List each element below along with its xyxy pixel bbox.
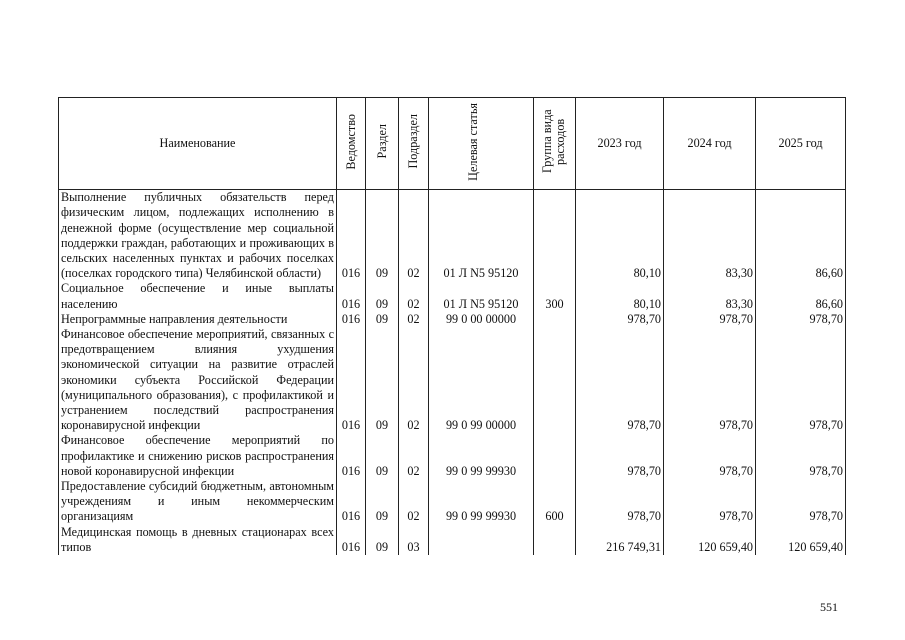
cell-subsection: 02 (399, 327, 429, 433)
cell-2024: 978,70 (664, 312, 756, 327)
cell-exp-group (534, 525, 576, 555)
cell-exp-group (534, 312, 576, 327)
header-subsection: Подраздел (399, 98, 429, 190)
cell-dept: 016 (337, 281, 366, 311)
cell-2025: 86,60 (756, 190, 846, 282)
cell-dept: 016 (337, 312, 366, 327)
cell-section: 09 (366, 281, 399, 311)
cell-target: 01 Л N5 95120 (429, 190, 534, 282)
cell-dept: 016 (337, 327, 366, 433)
cell-name: Социальное обеспечение и иные выплаты населению (59, 281, 337, 311)
table-row (59, 525, 846, 555)
header-2024: 2024 год (664, 98, 756, 190)
table-row (59, 327, 846, 433)
header-name: Наименование (59, 98, 337, 190)
cell-subsection: 02 (399, 433, 429, 479)
cell-name: Предоставление субсидий бюджетным, автономным учреждениям и иным некоммерческим организациям (59, 479, 337, 525)
cell-2023: 978,70 (576, 327, 664, 433)
cell-section: 09 (366, 327, 399, 433)
cell-exp-group: 600 (534, 479, 576, 525)
cell-name: Выполнение публичных обязательств перед физическим лицом, подлежащих исполнению в денежной форме (осуществление мер социальной поддержки граждан, работающих и проживающих в сельских населенных пунктах и рабочих поселках (поселках городского типа) Челябинской области) (59, 190, 337, 282)
cell-subsection: 02 (399, 281, 429, 311)
cell-2025: 978,70 (756, 312, 846, 327)
cell-subsection: 02 (399, 190, 429, 282)
cell-2023: 216 749,31 (576, 525, 664, 555)
page-number: 551 (820, 600, 838, 614)
header-row (59, 98, 846, 190)
cell-name: Медицинская помощь в дневных стационарах всех типов (59, 525, 337, 555)
cell-target: 99 0 99 99930 (429, 479, 534, 525)
cell-dept: 016 (337, 479, 366, 525)
cell-subsection: 03 (399, 525, 429, 555)
cell-2023: 978,70 (576, 312, 664, 327)
table-row (59, 190, 846, 282)
cell-2023: 80,10 (576, 281, 664, 311)
cell-2025: 978,70 (756, 327, 846, 433)
cell-target: 99 0 99 99930 (429, 433, 534, 479)
cell-section: 09 (366, 190, 399, 282)
cell-2023: 978,70 (576, 433, 664, 479)
table-row (59, 281, 846, 311)
cell-dept: 016 (337, 190, 366, 282)
cell-2024: 120 659,40 (664, 525, 756, 555)
cell-section: 09 (366, 525, 399, 555)
header-2023: 2023 год (576, 98, 664, 190)
cell-subsection: 02 (399, 312, 429, 327)
cell-2025: 120 659,40 (756, 525, 846, 555)
cell-2025: 978,70 (756, 433, 846, 479)
cell-2024: 978,70 (664, 433, 756, 479)
cell-dept: 016 (337, 525, 366, 555)
cell-name: Непрограммные направления деятельности (59, 312, 337, 327)
cell-exp-group (534, 433, 576, 479)
cell-exp-group (534, 190, 576, 282)
cell-target: 01 Л N5 95120 (429, 281, 534, 311)
cell-section: 09 (366, 312, 399, 327)
table-row (59, 479, 846, 525)
cell-2023: 978,70 (576, 479, 664, 525)
cell-dept: 016 (337, 433, 366, 479)
budget-table (58, 97, 846, 555)
cell-target (429, 525, 534, 555)
header-exp-group: Группа вида расходов (534, 98, 576, 190)
cell-target: 99 0 99 00000 (429, 327, 534, 433)
cell-subsection: 02 (399, 479, 429, 525)
cell-2024: 83,30 (664, 190, 756, 282)
table-row (59, 433, 846, 479)
header-target: Целевая статья (429, 98, 534, 190)
header-dept: Ведомство (337, 98, 366, 190)
cell-2023: 80,10 (576, 190, 664, 282)
cell-name: Финансовое обеспечение мероприятий по профилактике и снижению рисков распространения новой коронавирусной инфекции (59, 433, 337, 479)
cell-2025: 978,70 (756, 479, 846, 525)
cell-2024: 978,70 (664, 327, 756, 433)
cell-2025: 86,60 (756, 281, 846, 311)
cell-section: 09 (366, 479, 399, 525)
cell-name: Финансовое обеспечение мероприятий, связанных с предотвращением влияния ухудшения экономической ситуации на развитие отраслей экономики субъекта Российской Федерации (муниципального образования), с профилактикой и устранением последствий распространения коронавирусной инфекции (59, 327, 337, 433)
cell-exp-group (534, 327, 576, 433)
cell-2024: 83,30 (664, 281, 756, 311)
cell-section: 09 (366, 433, 399, 479)
cell-target: 99 0 00 00000 (429, 312, 534, 327)
header-section: Раздел (366, 98, 399, 190)
cell-2024: 978,70 (664, 479, 756, 525)
table-row (59, 312, 846, 327)
cell-exp-group: 300 (534, 281, 576, 311)
header-2025: 2025 год (756, 98, 846, 190)
